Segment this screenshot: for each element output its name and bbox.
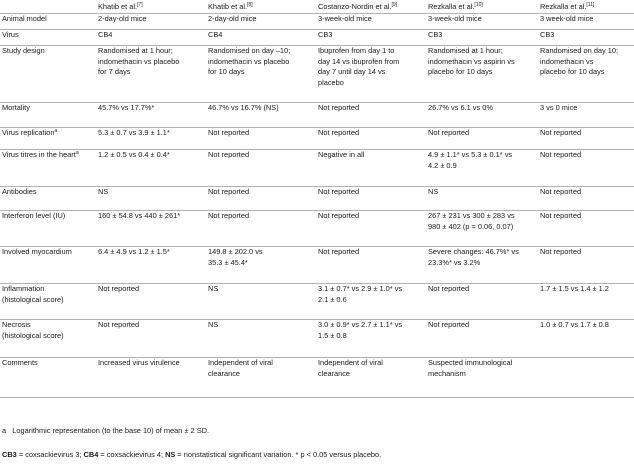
row-label-text: Study design	[2, 45, 45, 55]
column-header-text: Rezkalla et al.	[428, 2, 475, 11]
row-label-text: Virus replication	[2, 127, 55, 137]
table-cell: 1.2 ± 0.5 vs 0.4 ± 0.4*	[96, 149, 206, 186]
table-row	[0, 246, 634, 283]
row-label	[0, 210, 96, 246]
column-header-text: Costanzo-Nordin et al.	[318, 2, 392, 11]
column-header-text: Khatib et al.	[208, 2, 248, 11]
table-row	[0, 45, 634, 102]
table-cell: 160 ± 54.8 vs 440 ± 261*	[96, 210, 206, 246]
row-label	[0, 246, 96, 283]
reference-sup: [7]	[137, 2, 143, 8]
table-cell: Not reported	[538, 149, 634, 186]
table-cell: 45.7% vs 17.7%*	[96, 102, 206, 127]
table-cell: Randomised at 1 hour; indomethacin vs placebo for 7 days	[96, 45, 206, 102]
table-cell: 2-day-old mice	[96, 13, 206, 29]
table-cell: Not reported	[206, 149, 316, 186]
table-cell: Not reported	[426, 127, 538, 149]
column-header-text: Rezkalla et al.	[540, 2, 587, 11]
table-cell: 3-week-old mice	[426, 13, 538, 29]
column-header	[316, 0, 426, 13]
table-cell: NS	[206, 283, 316, 319]
row-label-text: Virus titres in the heart	[2, 149, 76, 159]
row-label-text: Comments	[2, 357, 38, 367]
table-row	[0, 319, 634, 357]
table-cell: 1.7 ± 1.5 vs 1.4 ± 1.2	[538, 283, 634, 319]
footnote-a	[2, 426, 209, 436]
table-cell: Not reported	[538, 127, 634, 149]
table-row	[0, 149, 634, 186]
table-cell: Not reported	[316, 186, 426, 210]
table-cell: 3.0 ± 0.9* vs 2.7 ± 1.1* vs 1.5 ± 0.8	[316, 319, 426, 357]
table-cell: Not reported	[538, 186, 634, 210]
table-cell: 3-week-old mice	[316, 13, 426, 29]
footnote-marker: a	[54, 127, 58, 134]
row-label	[0, 357, 96, 397]
table-header-row	[0, 0, 634, 13]
table-row	[0, 127, 634, 149]
table-cell: Not reported	[538, 210, 634, 246]
table-cell: CB3	[426, 29, 538, 45]
row-label	[0, 186, 96, 210]
table-cell: CB4	[206, 29, 316, 45]
table-cell: 2-day-old mice	[206, 13, 316, 29]
table-cell: 3.1 ± 0.7* vs 2.9 ± 1.0* vs 2.1 ± 0.6	[316, 283, 426, 319]
table-cell: 149.8 ± 202.0 vs 35.3 ± 45.4*	[206, 246, 316, 283]
footnote-a-text: Logarithmic representation (to the base 10) of mean ± 2 SD.	[12, 426, 210, 435]
table-cell: Not reported	[426, 319, 538, 357]
table-cell: Not reported	[316, 210, 426, 246]
abbreviations-note	[2, 450, 381, 460]
footnote-marker: a	[75, 149, 79, 156]
table-row	[0, 357, 634, 397]
table-cell: NS	[206, 319, 316, 357]
column-header	[538, 0, 634, 13]
table-cell: 4.9 ± 1.1* vs 5.3 ± 0.1* vs 4.2 ± 0.9	[426, 149, 538, 186]
row-label-text: Animal model	[2, 13, 47, 23]
table-row	[0, 102, 634, 127]
row-label-text: Virus	[2, 29, 19, 39]
abbrev-term: CB4	[83, 450, 99, 459]
row-label-text: Inflammation (histological score)	[2, 283, 64, 304]
table-cell: CB3	[538, 29, 634, 45]
table-cell: Not reported	[538, 246, 634, 283]
abbrev-definition: = coxsackievirus 3;	[16, 450, 84, 459]
row-label	[0, 45, 96, 102]
table-cell: 3 week-old mice	[538, 13, 634, 29]
table-cell: Not reported	[206, 210, 316, 246]
table-cell: NS	[426, 186, 538, 210]
reference-sup: [9]	[391, 2, 398, 8]
row-label	[0, 29, 96, 45]
row-label	[0, 149, 96, 186]
column-header	[426, 0, 538, 13]
table-cell: CB3	[316, 29, 426, 45]
table-cell: Randomised at 1 hour; indomethacin vs aspirin vs placebo for 10 days	[426, 45, 538, 102]
table-cell: 26.7% vs 6.1 vs 0%	[426, 102, 538, 127]
table-cell: Not reported	[96, 283, 206, 319]
column-header-text: Khatib et al.	[98, 2, 138, 11]
table-cell: Randomised on day –10; indomethacin vs placebo for 10 days	[206, 45, 316, 102]
row-label	[0, 283, 96, 319]
abbrev-definition: = coxsackievirus 4;	[98, 450, 166, 459]
row-label	[0, 102, 96, 127]
table-cell: 267 ± 231 vs 300 ± 283 vs 980 ± 402 (p = 0.06, 0.07)	[426, 210, 538, 246]
table-cell: Severe changes: 46.7%* vs 23.3%* vs 3.2%	[426, 246, 538, 283]
table-cell	[538, 357, 634, 397]
table-cell: Independent of viral clearance	[206, 357, 316, 397]
abbrev-term: CB3	[2, 450, 17, 459]
table-row	[0, 13, 634, 29]
abbrev-term: NS	[165, 450, 176, 459]
table-cell: CB4	[96, 29, 206, 45]
reference-sup: [10]	[474, 2, 483, 8]
header-blank	[0, 0, 96, 13]
row-label-text: Interferon level (IU)	[2, 210, 66, 220]
table-cell: 6.4 ± 4.9 vs 1.2 ± 1.5*	[96, 246, 206, 283]
row-label-text: Antibodies	[2, 186, 37, 196]
row-label	[0, 127, 96, 149]
row-label	[0, 319, 96, 357]
table-cell: Not reported	[316, 102, 426, 127]
table-cell: Suspected immunological mechanism	[426, 357, 538, 397]
row-label-text: Mortality	[2, 102, 30, 112]
abbrev-definition: = nonstatistical significant variation. * p < 0.05 versus placebo.	[175, 450, 382, 459]
reference-sup: [11]	[586, 2, 595, 8]
table-cell: Not reported	[426, 283, 538, 319]
table-cell: Ibuprofen from day 1 to day 14 vs ibuprofen from day 7 until day 14 vs placebo	[316, 45, 426, 102]
row-label-text: Necrosis (histological score)	[2, 319, 64, 340]
footnote-a-marker: a	[2, 426, 7, 435]
reference-sup: [8]	[247, 2, 253, 8]
table-cell: Not reported	[206, 127, 316, 149]
table-body	[0, 13, 634, 397]
table-row	[0, 29, 634, 45]
row-label-text: Involved myocardium	[2, 246, 72, 256]
table-cell: 46.7% vs 16.7% (NS)	[206, 102, 316, 127]
column-header	[206, 0, 316, 13]
table-cell: Randomised on day 10; indomethacin vs placebo for 10 days	[538, 45, 634, 102]
table-cell: 3 vs 0 mice	[538, 102, 634, 127]
table-cell: Independent of viral clearance	[316, 357, 426, 397]
table-row	[0, 210, 634, 246]
table-cell: NS	[96, 186, 206, 210]
table-cell: 5.3 ± 0.7 vs 3.9 ± 1.1*	[96, 127, 206, 149]
table-row	[0, 186, 634, 210]
table-cell: Negative in all	[316, 149, 426, 186]
table-cell: Increased virus virulence	[96, 357, 206, 397]
table-cell: Not reported	[206, 186, 316, 210]
table-cell: 1.0 ± 0.7 vs 1.7 ± 0.8	[538, 319, 634, 357]
table-cell: Not reported	[96, 319, 206, 357]
table-cell: Not reported	[316, 246, 426, 283]
table-row	[0, 283, 634, 319]
row-label	[0, 13, 96, 29]
column-header	[96, 0, 206, 13]
table-cell: Not reported	[316, 127, 426, 149]
